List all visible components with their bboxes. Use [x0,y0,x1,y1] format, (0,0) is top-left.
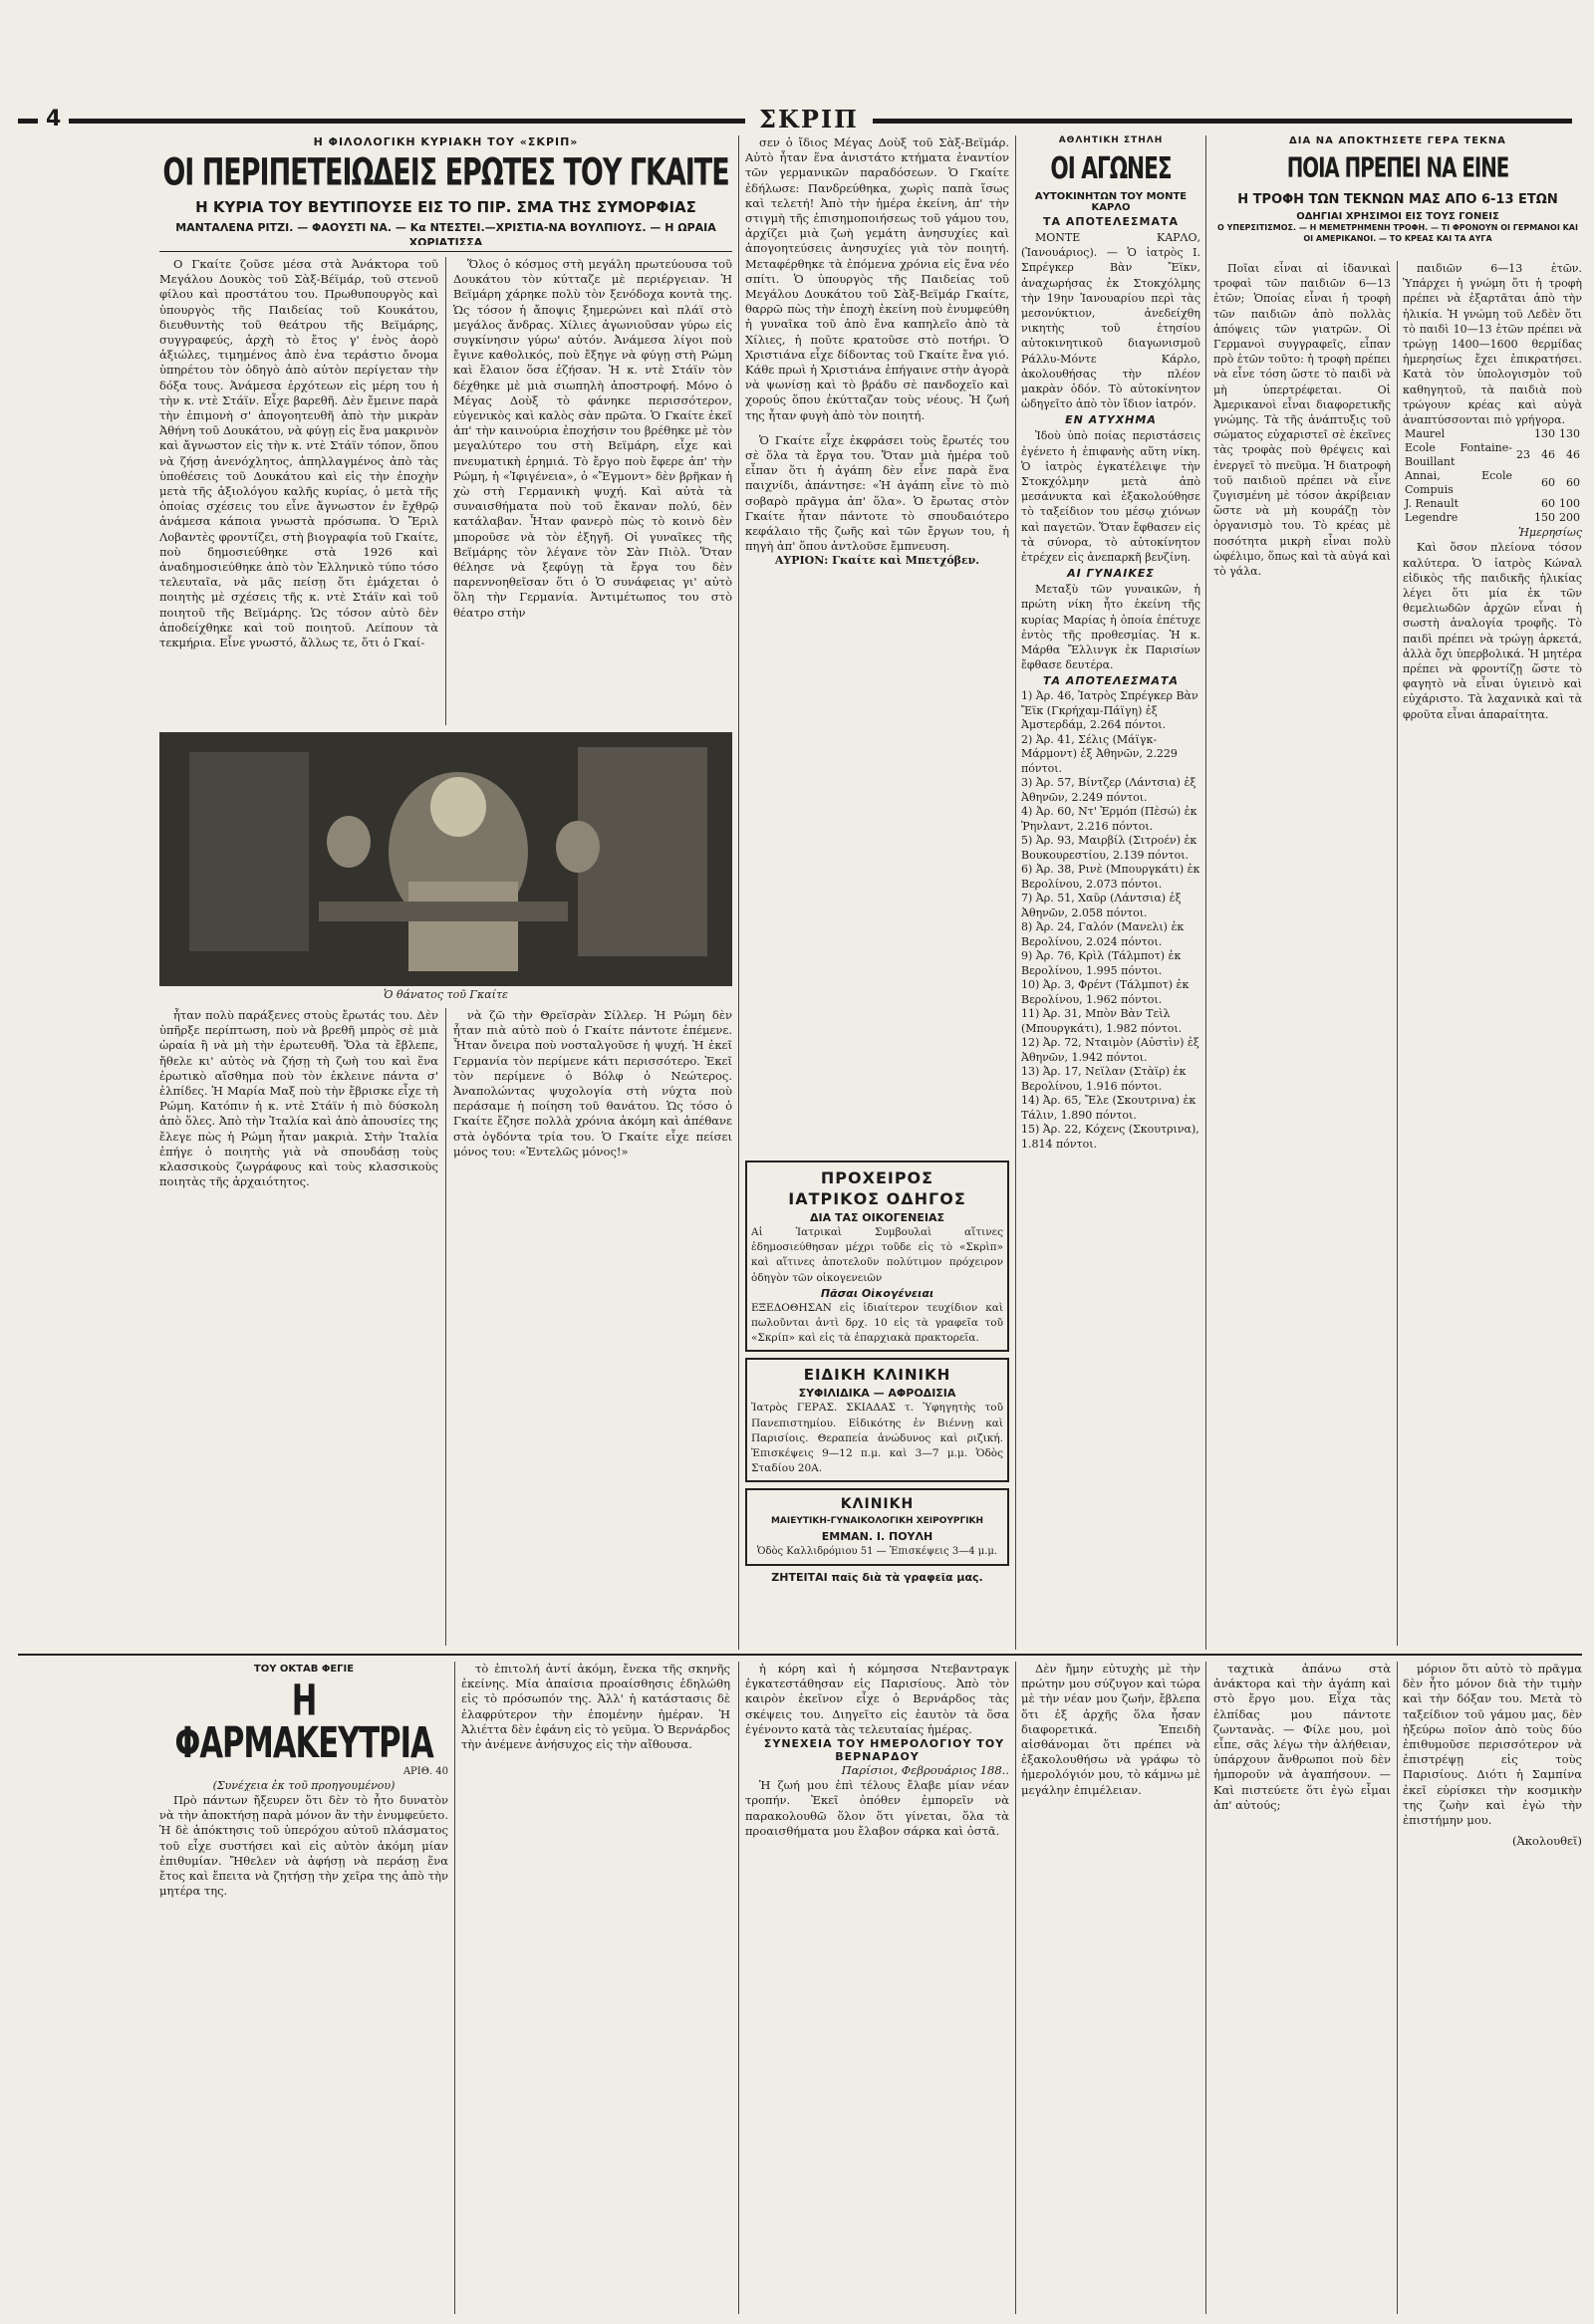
goethe-col2-text: Ὅλος ὁ κόσμος στὴ μεγάλη πρωτεύουσα τοῦ Δουκάτου τὸν κύτταζε μὲ περιέργειαν. Ἡ Βεϊμάρη χάρηκε πολὺ τὸν ξενόδοχα κοντὰ της. Ὡς τόσον ἡ ἄποψις ξημερώνει καὶ πλάϊ στὸ μεγάλος ἄνδρας. Χίλιες ἀγωνιοῦσαν γύρω εἰς συγκίνησιν γύρω' αὐτόν. Ἀνάμεσα λίγοι ποὺ ἔγινε καθολικός, ποὺ ἔξηγε νὰ φύγῃ στὴ Ρώμη καὶ ἔλαιον ὅσα ἐζήσαν. Ἡ κ. ντὲ Στάϊν τὸν δέχθηκε μὲ μιὰ σιωπηλὴ ἀποστροφή. Μόνο ὁ Μέγας Δοὺξ τὸ φάνηκε περισσότερον, εὐγενικὸς καὶ καλὸς σὰν πρῶτα. Ὁ Γκαίτε ἐκεῖ ἀπ' τὴν καινούρια ἐποχήσιν του βρέθηκε μὲ τὸν μεγαλύτερο του στὴ Βεϊμάρη, εἶχε καὶ πνευματικὴ ἐρημιά. Τὸ ἔργο ποὺ ἔφερε ἀπ' τὴν Ρώμη, ἡ «Ἰφιγένεια», ὁ «Ἔγμοντ» δὲν βρῆκαν ἡ χὼ στὴ Γερμανικὴ ψυχή. Καὶ αὐτὰ τὰ συναισθήματα ποὺ τοῦ ἔκαναν πολύ, δὲν κατάλαβαν. Ἦταν φανερὸ πὼς τὸ κοινὸ δὲν μποροῦσε νὰ τὸν ἐξηγῆ. Οἱ γυναῖκες τῆς Βεϊμάρης τὸν λέγανε τὸν Σὰν Πιὸλ. Ὅταν θέλησε νὰ ξεφύγῃ τὰ ἔργα του δὲν παρεννοηθεῖσαν ὅτι ὁ Ὁ συνάφειας γι' αὐτὸ ὅλη τὴν Γερμανία. Ἀντιμέτωπος του στὸ θέατρο στὴν [453,257,732,620]
table-cell: 130 [1559,427,1580,441]
women-title: ΑΙ ΓΥΝΑΙΚΕΣ [1067,567,1155,581]
women-body [1021,582,1200,672]
table-cell: 60 [1541,476,1555,490]
ad-clinic2-body: Ὁδὸς Καλλιδρόμιου 51 — Ἐπισκέψεις 3—4 μ.μ. [756,1546,998,1558]
medical-guide-ad [745,1161,1009,1352]
serial-number: ΑΡΙΘ. 40 [402,1766,448,1777]
divider [159,251,732,252]
column-rule [445,1008,446,1646]
table-cell: 130 [1534,427,1555,441]
serial-continued: (Συνέχεια ἐκ τοῦ προηγουμένου) [212,1779,396,1791]
painting-illustration [159,732,732,986]
table-note: Ἡμερησίως [1518,526,1582,540]
result-item: 15) Ἀρ. 22, Κόχενς (Σκουτρινα), 1.814 πόντοι. [1021,1123,1199,1151]
results-list [1021,689,1200,1152]
ads-block [745,1161,1009,1649]
children-sub2: Ο ΥΠΕΡΣΙΤΙΣΜΟΣ. — Η ΜΕΜΕΤΡΗΜΕΝΗ ΤΡΟΦΗ. — ΤΙ ΦΡΟΝΟΥΝ ΟΙ ΓΕΡΜΑΝΟΙ ΚΑΙ ΟΙ ΑΜΕΡΙΚΑΝΟΙ. — ΤΟ ΚΡΕΑΣ ΚΑΙ ΤΑ ΑΥΓΑ [1217,223,1578,243]
table-cell: 60 [1541,497,1555,511]
sports-subtitle: ΑΥΤΟΚΙΝΗΤΩΝ ΤΟΥ ΜΟΝΤΕ ΚΑΡΛΟ [1034,191,1188,213]
serial-col3-text: ἡ κόρη καὶ ἡ κόμησσα Ντεβαντραγκ ἐγκατεστάθησαν εἰς Παρισίους. Ἀπὸ τὸν καιρὸν ἐκεῖνον εἶχε ὁ Βερνάρδος τὰς σκέψεις του. Διηγεῖτο εἰς ἑαυτὸν τὰ ὅσα ἐγένοντο κατὰ τὰς τελευταίας ἡμέρας. [745,1662,1009,1736]
table-row [1403,441,1582,469]
goethe-col6-text: Ὁ Γκαίτε εἶχε ἐκφράσει τοὺς ἔρωτές του σὲ ὅλα τὰ ἔργα του. Ὅταν μιὰ ἡμέρα τοῦ εἶπαν ὅτι ἡ ἀγάπη δὲν εἶνε παρὰ ἕνα παιχνίδι, ἀπάντησε: «Ἡ ἀγάπη εἶνε τὸ πιὸ σοβαρὸ πρᾶγμα ἀπ' ὅλα». Ὁ ἔρωτας στὸν Γκαίτε ἦταν πάντοτε τὸ σπουδαιότερο κεφάλαιο τῆς ζωῆς καὶ τῶν ἔργων του, ἡ πηγὴ ἀπ' ὅπου ἀντλοῦσε ἔμπνευση. [745,432,1009,554]
result-item: 3) Ἀρ. 57, Βίντζερ (Λάντσια) ἐξ Ἀθηνῶν, 2.249 πόντοι. [1021,776,1196,804]
table-row [1403,497,1582,511]
children-kicker: ΔΙΑ ΝΑ ΑΠΟΚΤΗΣΕΤΕ ΓΕΡΑ ΤΕΚΝΑ [1289,135,1506,146]
misfortune-title: ΕΝ ΑΤΥΧΗΜΑ [1065,413,1157,427]
result-item: 2) Ἀρ. 41, Σέλις (Μάϊγκ-Μάρμοντ) ἐξ Ἀθηνῶν, 2.229 πόντοι. [1021,732,1178,775]
ad-doctor-body: Αἱ Ἰατρικαὶ Συμβουλαὶ αἵτινες ἐδημοσιεύθησαν μέχρι τοῦδε εἰς τὸ «Σκρὶπ» καὶ αἵτινες ἀποτελοῦν πολύτιμον πρόχειρον ὁδηγὸν τῶν οἰκογενειῶν [751,1226,1003,1284]
goethe-column-4 [159,1008,438,1646]
goethe-col4-text: ἦταν πολὺ παράξενες στοὺς ἔρωτάς του. Δὲν ὑπῆρξε περίπτωση, ποὺ νὰ βρεθῆ μπρὸς σὲ μιὰ ὡραία ἢ νὰ μὴ τὴν ἐρωτευθῆ. Ὅλα τὰ ἔβλεπε, ἤθελε κι' αὐτὸς νὰ ζήσῃ τὴ ζωὴ του καὶ ἕνα ἐρωτικὸ αἴσθημα ποὺ τὸν ἐκλεινε πάντα σ' ἐλπίδες. Ἡ Μαρία Μαξ ποὺ τὴν ἔβρισκε εἶχε τὴ Ρώμη. Κατόπιν ἡ κ. ντὲ Στάϊν ἡ πιὸ δύσκολη ἀπὸ ὅλες. Ἀπὸ τὴν Ἰταλία καὶ ἀπὸ ἀπουσίες της ἔλεγε πὼς ἡ Ρώμη ἦταν μακριὰ. Στὴν Ἰταλία ἐπήγε ὁ ποιητὴς γιὰ νὰ σπουδάσῃ τοὺς κλασσικοὺς ζωγράφους καὶ τοὺς κλασσικοὺς ποιητὰς τῆς ἀρχαιότητος. [159,1008,438,1189]
goethe-column-1 [159,257,438,725]
column-rule [1015,1662,1016,2314]
table-cell [1514,497,1532,511]
serial-col3b-text: Ἡ ζωή μου ἐπὶ τέλους ἔλαβε μίαν νέαν τροπήν. Ἐκεῖ ὁπόθεν ἐμπορεῖν νὰ παρακολουθῶ ὅλον ὅτι γίνεται, ὅλα τὰ προαισθήματα μου ἔλαβον σάρκα καὶ ὀστᾶ. [745,1778,1009,1838]
ad-doctor-note: ΕΞΕΔΟΘΗΣΑΝ εἰς ἰδιαίτερον τευχίδιον καὶ πωλοῦνται ἀντὶ δρχ. 10 εἰς τὰ γραφεῖα τοῦ «Σκρίπ» καὶ εἰς τὰ ἐπαρχιακὰ πρακτορεῖα. [751,1301,1003,1345]
column-rule [445,257,446,725]
result-item: 4) Ἀρ. 60, Ντ' Ἑρμόπ (Πὲσώ) ἐκ Ῥηνλαντ, 2.216 πόντοι. [1021,805,1197,833]
serial-author: ΤΟΥ ΟΚΤΑΒ ΦΕΓΙΕ [253,1664,355,1675]
result-item: 6) Ἀρ. 38, Ρινὲ (Μπουργκάτι) ἐκ Βερολίνου, 2.073 πόντοι. [1021,863,1200,891]
table-cell [1514,511,1532,525]
goethe-kicker: Η ΦΙΛΟΛΟΓΙΚΗ ΚΥΡΙΑΚΗ ΤΟΥ «ΣΚΡΙΠ» [313,135,579,148]
clinic-ad [745,1358,1009,1482]
goethe-col3-text: σεν ὁ ἴδιος Μέγας Δοὺξ τοῦ Σὰξ-Βεϊμάρ. Αὐτὸ ἦταν ἕνα ἀνιστάτο κτήματα ἐναντίον τῶν γερμανικῶν παραδόσεων. Ὁ Γκαίτε ἐδήλωσε: Πανδρεύθηκα, χωρὶς παπὰ ἴσως καὶ τελετή! Ἀπὸ τὴν ἡμέρα ἐκείνη, ἀπ' τὴν στιγμὴ τῆς ἐπισημοποιήσεως τοῦ γάμου του, ἀρχίζει μιὰ ζωὴ γεμάτη ἀνησυχίες καὶ ἀπογοητεύσεις ἀνησυχίες γιὰ τὸν ποιητή. Μεταφέρθηκε τὰ ἐπόμενα χρόνια εἰς ἔνα νέο σπίτι. Ὁ ὑπουργὸς τῆς Παιδείας τοῦ Μεγάλου Δουκάτου τοῦ Σὰξ-Βεϊμάρ Γκαίτε, θαρρῶ πὼς τὴν ἐποχὴ ἐκείνη ποὺ ἐνυμφεύθη ἡ γυναῖκα τοῦ ἀπὸ ἔνα καπηλεῖο ἀπὸ τὰ Χίλιες, ἡ ποῦτε κρατοῦσε στὸ ποτήρι. Ὁ Χριστιάνα εἶχε δίδοντας τοῦ Γκαίτε ἔνα γιό. Κάθε πρωὶ ἡ Χριστιάνα ἐπήγαινε στὴν ἀγορὰ νὰ ψωνίσῃ καὶ τὸ βράδυ σὲ πανδοχεῖο καὶ χορούς ὅπου ἐκύτταζαν τοὺς νέους. Ἡ ζωή της ἦταν φυγὴ ἀπὸ τὸν ποιητή. [745,135,1009,422]
table-cell [1514,427,1532,441]
column-rule [738,1662,739,2314]
serial-column-5 [1213,1662,1391,2314]
ad-clinic-title: ΕΙΔΙΚΗ ΚΛΙΝΙΚΗ [803,1366,951,1385]
result-item: 8) Ἀρ. 24, Γαλόν (Μανελι) ἐκ Βερολίνου, 2.024 πόντοι. [1021,920,1185,948]
serial-title: Η ΦΑΡΜΑΚΕΥΤΡΙΑ [174,1676,433,1769]
women-text: Μεταξὺ τῶν γυναικῶν, ἡ πρώτη νίκη ἦτο ἐκείνη τῆς κυρίας Μαρίας ἡ ὁποία ἐπέτυχε ἐντὸς τῆς προθεσμίας. Ἡ κ. Μάρθα Ἔλλινγκ ἐκ Παρισίων ἔφθασε δευτέρα. [1021,583,1200,672]
serial-divider [18,1654,1582,1656]
goethe-col1-text: Ο Γκαίτε ζοῦσε μέσα στὰ Ἀνάκτορα τοῦ Μεγάλου Δουκὸς τοῦ Σὰξ-Βέϊμάρ, τοῦ στενοῦ φίλου καὶ προστάτου του. Πρωθυπουργὸς καὶ ὑπουργὸς τῆς Παιδείας τοῦ Κουκάτου, διευθυντὴς τοῦ θεάτρου τῆς Βεϊμάρης, συγγραφεύς, ἀρχὴ τὸ ἔτος γ' ἐνὸς ἀορὸ ἀξιώλες, τιμημένος ἀπὸ ἐνα τεράστιο ὄνομα ὑπηρέτου τὸν ὁδηγὸ ἀπὸ αὐτὸν περίγεταν τὴν δόξα τους. Ἀνάμεσα ἐρχότεων εἰς μέρη του ἡ τὴν κ. ντὲ Στάϊν. Εἶχε βαρεθῆ. Δὲν ἔμεινε παρὰ τὴν ἐπιμονὴ σ' ἀπογοητευθῆ ἀπὸ τὴν μικρὰν Ἀθήνη τοῦ Δουκάτου, νὰ φύγῃ εἰς ἔνα μακρινὸν καὶ ἄγνωστον εἰς τὴν κ. ντὲ Στάϊν τόπον, ὅπου νὰ ζήσῃ ἀνενόχλητος, ἀπηλλαγμένος ἀπὸ τὰς ὑποθέσεις τοῦ Δουκάτου καὶ εἰς τὴν ἐποχὴν μετὰ τῆς ἀξιολόγου καλῆς κυρίας, ὁ μετὰ τῆς ὁποίας σχέσεις του εἶνε ἄγνωστον ἐν ἔχθρῷ ἀνάμεσα κάποια γνωστὰ πρόσωπα. Ὁ Ἔριλ Λοβαντὲς φροντίζει, στὴ βιογραφία τοῦ Γκαίτε, ποὺ δημοσιεύθηκε στὰ 1926 καὶ ἀναδημοσιεύθηκε ἀπὸ τὸν Ἑλληνικὸ τύπο τόσο τελευταῖα, νὰ μᾶς πείσῃ ὅτι ἐμάχεται ὁ ποιητὴς μὲ σχέσεις τῆς κ. ντὲ Στάϊν καὶ τοῦ ποιητοῦ τῆς Βεϊμάρης. Ὡς τόσον αὐτὸ δὲν ἀποδείχθηκε καὶ τοῦ ποιητοῦ. Λείπουν τὰ τεκμήρια. Εἶνε γνωστό, ἄλλως τε, ὅτι ὁ Γκαί- [159,257,438,650]
column-rule [1015,135,1016,1650]
goethe-column-2 [453,257,732,725]
goethe-column-5 [453,1008,732,1646]
result-item: 11) Ἀρ. 31, Μπὸν Βὰν Τεὶλ (Μπουργκάτι), 1.982 πόντοι. [1021,1007,1183,1035]
ad-clinic-body: Ἰατρὸς ΓΕΡΑΣ. ΣΚΙΑΔΑΣ τ. Ὑφηγητὴς τοῦ Πανεπιστημίου. Εἰδικότης ἐν Βιέννῃ καὶ Παρισίοις. Θεραπεία ἀνώδυνος καὶ ριζική. Ἐπισκέψεις 9—12 π.μ. καὶ 3—7 μ.μ. Ὁδὸς Σταδίου 20Α. [751,1402,1003,1475]
result-item: 1) Ἀρ. 46, Ἰατρὸς Σπρέγκερ Βὰν Ἔϊκ (Γκρήχαμ-Πάϊγη) ἐξ Ἀμστερδάμ, 2.264 πόντοι. [1021,689,1198,732]
serial-column-4 [1021,1662,1200,2314]
goethe-title: ΟΙ ΠΕΡΙΠΕΤΕΙΩΔΕΙΣ ΕΡΩΤΕΣ ΤΟΥ ΓΚΑΙΤΕ [162,150,729,195]
result-item: 10) Ἀρ. 3, Φρέντ (Τάλμποτ) ἐκ Βερολίνου, 1.962 πόντοι. [1021,978,1190,1006]
table-cell: 46 [1541,448,1555,462]
table-cell: Maurel [1405,427,1446,441]
column-rule [1397,1662,1398,2314]
table-row [1403,469,1582,497]
children-title2: Η ΤΡΟΦΗ ΤΩΝ ΤΕΚΝΩΝ ΜΑΣ ΑΠΟ 6-13 ΕΤΩΝ [1237,192,1558,207]
food-table [1403,427,1582,525]
serial-signature: (Ἀκολουθεῖ) [1512,1834,1582,1849]
goethe-subtitle: Η ΚΥΡΙΑ ΤΟΥ ΒΕΥΤΙΠΟΥΣΕ ΕΙΣ ΤΟ ΠΙΡ. ΣΜΑ ΤΗΣ ΣΥΜΟΡΦΙΑΣ [195,198,696,216]
children-header [1213,135,1582,255]
ad-doctor-note-title: Πᾶσαι Οἰκογένειαι [820,1286,934,1300]
result-item: 13) Ἀρ. 17, Νεϊλαν (Στὰϊρ) ἐκ Βερολίνου, 1.916 πόντοι. [1021,1065,1187,1093]
diary-date: Παρίσιοι, Φεβρουάριος 188.. [841,1763,1009,1778]
result-item: 14) Ἀρ. 65, Ἔλε (Σκουτρινα) ἐκ Τάλιν, 1.890 πόντοι. [1021,1094,1196,1122]
serial-col1-text: Πρὸ πάντων ἤξευρεν ὅτι δὲν τὸ ἦτο δυνατὸν νὰ τὴν ἀποκτήσῃ παρὰ μόνον ἂν τὴν ἐνυμφεύετο. Ἡ δὲ ἀπόκτησις τοῦ ὑπερόχου αὐτοῦ πλάσματος τοῦ εἶχε συστήσει καὶ εἰς αὐτὸν ἀκόμη μίαν ἐπιθυμίαν. Ἤθελεν νὰ ἀφήσῃ νὰ περάσῃ ἕνα ἔτος καὶ ἔπειτα νὰ ζητήσῃ τὴν χεῖρα της ἀπὸ τὴν μητέρα της. [159,1793,448,1899]
ad-clinic-sub: ΣΥΦΙΛΙΔΙΚΑ — ΑΦΡΟΔΙΣΙΑ [798,1387,956,1401]
result-item: 5) Ἀρ. 93, Μαιρβίλ (Σιτροέν) ἐκ Βουκουρεστίου, 2.139 πόντοι. [1021,834,1197,862]
masthead [18,105,1572,133]
column-rule [1397,261,1398,1646]
serial-col4-text: Δὲν ἤμην εὐτυχὴς μὲ τὴν πρώτην μου σύζυγον καὶ τώρα μὲ τὴν νέαν μου ζωήν, ἔβλεπα ὅτι ἐξ ἀρχῆς ὅλα ἦσαν διαφορετικά. Ἐπειδὴ αἰσθάνομαι ὅτι πρέπει νὰ ἐξακολουθήσω νὰ γράφω τὸ ἡμερολόγιόν μου, τὸ κάμνω μὲ μεγάλην ἐπιμέλειαν. [1021,1662,1200,1797]
children-col2-text: παιδιῶν 6—13 ἐτῶν. Ὑπάρχει ἡ γνώμη ὅτι ἡ τροφὴ πρέπει νὰ ἐξαρτᾶται ἀπὸ τὴν ἡλικία. Ἡ γνώμη τοῦ Λεδὲν ὅτι τὸ παιδὶ 10—13 ἐτῶν πρέπει νὰ τρώγῃ 1400—1600 θερμίδας ἡμερησίως ἔχει ἐπικρατήσει. Κατὰ τὸν ὑπολογισμὸν τοῦ καθηγητοῦ, τὰ παιδιὰ ποὺ τρώγουν κρέας καὶ αὐγὰ ἀναπτύσσονται πιὸ γρήγορα. [1403,262,1582,427]
goethe-header [159,135,732,245]
goethe-signature: ΑΥΡΙΟΝ: Γκαίτε καὶ Μπετχόβεν. [774,554,980,568]
sports-body [1021,230,1200,411]
maternity-clinic-ad [745,1488,1009,1565]
diary-title: ΣΥΝΕΧΕΙΑ ΤΟΥ ΗΜΕΡΟΛΟΓΙΟΥ ΤΟΥ ΒΕΡΝΑΡΔΟΥ [763,1737,1005,1764]
table-cell: Legendre [1405,511,1459,525]
table-cell: Ecole Fontaine-Bouillant [1405,441,1512,469]
children-col1-text: Ποῖαι εἶναι αἱ ἱδανικαὶ τροφαὶ τῶν παιδιῶν 6—13 ἐτῶν; Ὁποίας εἶναι ἡ τροφὴ τῶν παιδιῶν ἀπὸ πολλὰς ἀπόψεις τῶν γιατρῶν. Οἱ Γερμανοὶ συγγραφεῖς, εἶπαν πρὸ ἐτῶν τοῦτο: ἡ τροφὴ πρέπει νὰ εἶνε τόση ὥστε τὸ παιδὶ νὰ μὴ ὑπερτρέφεται. Οἱ Ἀμερικανοὶ εἶναι διαφορετικῆς γνώμης. Τὰ τῆς ἀνάπτυξις τοῦ σώματος εὐχαριστεῖ σὲ ἐκεῖνες τὰς τροφὰς ποὺ θρέψεις καὶ ἐνεργεῖ τὸ πνεῦμα. Ἡ διατροφὴ τοῦ παιδιοῦ πρέπει νὰ εἶνε ζυγισμένη μὲ τόσον ἀκρίβειαν ὥστε νὰ μὴ κουράζῃ τὸν ὀργανισμὸ του. Τὸ κρέας μὲ ποσότητα μικρὴ εἶναι πολὺ ὠφέλιμο, ὅπως καὶ τὰ αὐγά καὶ τὸ γάλα. [1213,262,1391,579]
ad-clinic2-doctor: ΕΜΜΑΝ. Ι. ΠΟΥΛΗ [821,1530,933,1544]
sports-section: ΤΑ ΑΠΟΤΕΛΕΣΜΑΤΑ [1043,215,1179,228]
column-rule [454,1662,455,2314]
misfortune-text: Ἰδοὺ ὑπὸ ποίας περιστάσεις ἐγένετο ἡ ἐπιφανὴς αὕτη νίκη. Ὁ ἰατρὸς ἐγκατέλειψε τὴν Στοκχόλμην μετὰ ἀπὸ μεσάνυκτα καὶ ἐξακολούθησε τὸ ταξείδιον του μέσῳ χιόνων καὶ παγετῶν. Ὅταν ἔφθασεν εἰς τὰ σύνορα, τὸ αὐτοκίνητον ἐτρέχεν εἰς ἀνεπαρκῆ βενζίνη. [1021,429,1200,565]
table-cell [1514,469,1532,497]
children-col3-text: Καὶ ὅσον πλείονα τόσον καλύτερα. Ὁ ἰατρὸς Κώναλ εἰδικὸς τῆς παιδικῆς ἡλικίας λέγει ὅτι μία ἐκ τῶν θεμελιωδῶν ἀρχῶν εἶναι ἡ σωστὴ ἀναλογία τροφῆς. Τὸ παιδὶ πρέπει νὰ τρώγῃ ἀρκετά, ἀλλὰ ὄχι ὑπερβολικά. Ἡ μητέρα πρέπει νὰ φροντίζῃ ὥστε τὸ φαγητὸ νὰ εἶναι ὑγιεινὸ καὶ εὐχάριστο. Τὰ λαχανικὰ καὶ τὰ φροῦτα εἶναι ἀπαραίτητα. [1403,541,1582,721]
table-row [1403,511,1582,525]
ad-clinic2-title: ΚΛΙΝΙΚΗ [840,1496,915,1513]
table-cell: 150 [1534,511,1555,525]
serial-col6-text: μόριον ὅτι αὐτὸ τὸ πρᾶγμα δὲν ἦτο μόνον διὰ τὴν τιμὴν καὶ τὴν δόξαν του. Μετὰ τὸ ταξείδιον τοῦ γάμου μας, δὲν ἠξεύρω ποῖον ἀπὸ τοὺς δύο ἐπιθυμοῦσε περισσότερον νὰ ἐπιστρέψῃ εἰς τοὺς Παρισίους. Διότι ἡ Σαμπίνα ἐκεῖ εὑρίσκει τὴν κοσμικὴν της ζωὴν καὶ ἐγὼ τὴν ἐπιστήμην μου. [1403,1662,1582,1828]
children-title: ΠΟΙΑ ΠΡΕΠΕΙ ΝΑ ΕΙΝΕ [1286,152,1509,184]
table-cell: Annai, Ecole Compuis [1405,469,1512,497]
sports-body-text: ΜΟΝΤΕ ΚΑΡΛΟ, (Ἰανουάριος). — Ὁ ἰατρὸς Ι. Σπρέγκερ Βὰν Ἔϊκν, ἀναχωρήσας ἐκ Στοκχόλμης τὴν 19ην Ἰανουαρίου περὶ τὰς μεσονύκτιον, ἀνεδείχθη νικητὴς τοῦ ἑτησίου αὐτοκινητικοῦ διαγωνισμοῦ Ράλλυ-Μόντε Κάρλο, ἀκολουθήσας τὴν πλέον μακρὰν ὁδόν. Τὸ αὐτοκίνητον ὠδηγεῖτο ἀπὸ τὸν ἴδιον ἰατρόν. [1021,231,1200,411]
serial-col2-text: τὸ ἐπιτολή ἀντί ἀκόμη, ἔνεκα τῆς σκηνῆς ἐκείνης. Μία ἀπαίσια προαίσθησις ἐδηλώθη εἰς τὸ πρόσωπόν της. Ἀλλ' ἡ κατάστασις δὲ ἐλαφρύτερον τὴν ἐπομένην ἡμέραν. Ἡ Ἀλιέττα δὲν ἐφάνη εἰς τὸ γεῦμα. Ὁ Βερνάρδος τὴν ἀνέμενε ἀνήσυχος εἰς τὴν αἴθουσα. [461,1662,730,1752]
results-title: ΤΑ ΑΠΟΤΕΛΕΣΜΑΤΑ [1043,674,1179,688]
table-cell: 100 [1559,497,1580,511]
table-cell: J. Renault [1405,497,1460,511]
goethe-col5-text: νὰ ζῶ τὴν Θρεϊσρὰν Σίλλερ. Ἡ Ρώμη δὲν ἦταν πιὰ αὐτὸ ποὺ ὁ Γκαίτε πάντοτε ἐπέμενε. Ἦταν ὄνειρα ποὺ νοσταλγοῦσε ἡ ψυχή. Ἡ ἐκεῖ Γερμανία τὸν περίμενε κάτι περισσότερο. Ἐκεῖ τὸν περίμενε ὁ Βόλφ ὁ Νεώτερος. Ἀναπολώντας ψυχολογία στὴ νύχτα ποὺ περάσαμε ἡ ποίηση τοῦ θανάτου. Ὡς τόσο ὁ Γκαίτε ἔζησε πολλὰ χρόνια ἀκόμη καὶ ἀπέθανε στὰ ὀγδόντα τρία του. Ὁ Γκαίτε εἶχε πείσει μόνος του: «Ἐντελῶς μόνος!» [453,1008,732,1159]
result-item: 9) Ἀρ. 76, Κρὶλ (Τάλμποτ) ἐκ Βερολίνου, 1.995 πόντοι. [1021,949,1182,977]
misfortune-body [1021,428,1200,565]
column-rule [1205,1662,1206,2314]
ad-doctor-title2: ΙΑΤΡΙΚΟΣ ΟΔΗΓΟΣ [788,1189,966,1208]
ad-clinic2-sub: ΜΑΙΕΥΤΙΚΗ-ΓΥΝΑΙΚΟΛΟΓΙΚΗ ΧΕΙΡΟΥΡΓΙΚΗ [770,1516,984,1527]
ad-doctor-title: ΠΡΟΧΕΙΡΟΣ [820,1168,934,1187]
children-sub: ΟΔΗΓΙΑΙ ΧΡΗΣΙΜΟΙ ΕΙΣ ΤΟΥΣ ΓΟΝΕΙΣ [1296,211,1499,222]
ad-doctor-sub: ΔΙΑ ΤΑΣ ΟΙΚΟΓΕΝΕΙΑΣ [810,1211,944,1224]
table-cell: 23 [1516,448,1530,462]
painting-caption: Ὁ θάνατος τοῦ Γκαίτε [384,988,508,1001]
serial-column-6 [1403,1662,1582,2314]
result-item: 7) Ἀρ. 51, Χαῦρ (Λάντσια) ἐξ Ἀθηνῶν, 2.058 πόντοι. [1021,892,1182,919]
paper-title: ΣΚΡΙΠ [745,108,873,131]
table-cell: 46 [1566,448,1580,462]
serial-col5-text: ταχτικὰ ἀπάνω στὰ ἀνάκτορα καὶ τὴν ἀγάπη καὶ στὸ ἔργο μου. Εἶχα τὰς ἐλπίδας μου πάντοτε ζωντανὰς. — Φίλε μου, μοὶ εἶπε, σᾶς λέγω τὴν ἀλήθειαν, ὑπάρχουν ἄνθρωποι ποὺ δὲν ἠμποροῦν νὰ ἀγαπήσουν. — Καὶ πιστεύετε ὅτι ἐγὼ εἶμαι ἀπ' αὐτούς; [1213,1662,1391,1812]
children-column-2 [1403,261,1582,1646]
sports-column [1021,135,1200,1650]
column-rule [1205,135,1206,1650]
page-number: 4 [38,110,69,129]
serial-column-3 [745,1662,1009,2314]
children-column-1 [1213,261,1391,1646]
table-cell: 60 [1566,476,1580,490]
serial-column-2 [461,1662,730,2314]
goethe-credits: ΜΑΝΤΑΛΕΝΑ ΡΙΤΖΙ. — ΦΑΟΥΣΤΙ ΝΑ. — Κα ΝΤΕΣΤΕΙ.—ΧΡΙΣΤΙΑ-ΝΑ ΒΟΥΛΠΙΟΥΣ. — Η ΩΡΑΙΑ ΧΩΡΙΑΤΙΣΣΑ [175,221,716,245]
serial-column-1 [159,1793,448,2311]
result-item: 12) Ἀρ. 72, Νταιμὸν (Αὐστὶν) ἐξ Ἀθηνῶν, 1.942 πόντοι. [1021,1036,1199,1064]
table-cell: 200 [1559,511,1580,525]
wanted-ad: ΖΗΤΕΙΤΑΙ παῖς διὰ τὰ γραφεῖα μας. [771,1570,983,1584]
goethe-death-painting [159,732,732,986]
sports-title: ΟΙ ΑΓΩΝΕΣ [1050,150,1172,186]
table-row [1403,427,1582,441]
serial-header [159,1662,448,1791]
sports-kicker: ΑΘΛΗΤΙΚΗ ΣΤΗΛΗ [1058,135,1164,145]
column-rule [738,135,739,1650]
